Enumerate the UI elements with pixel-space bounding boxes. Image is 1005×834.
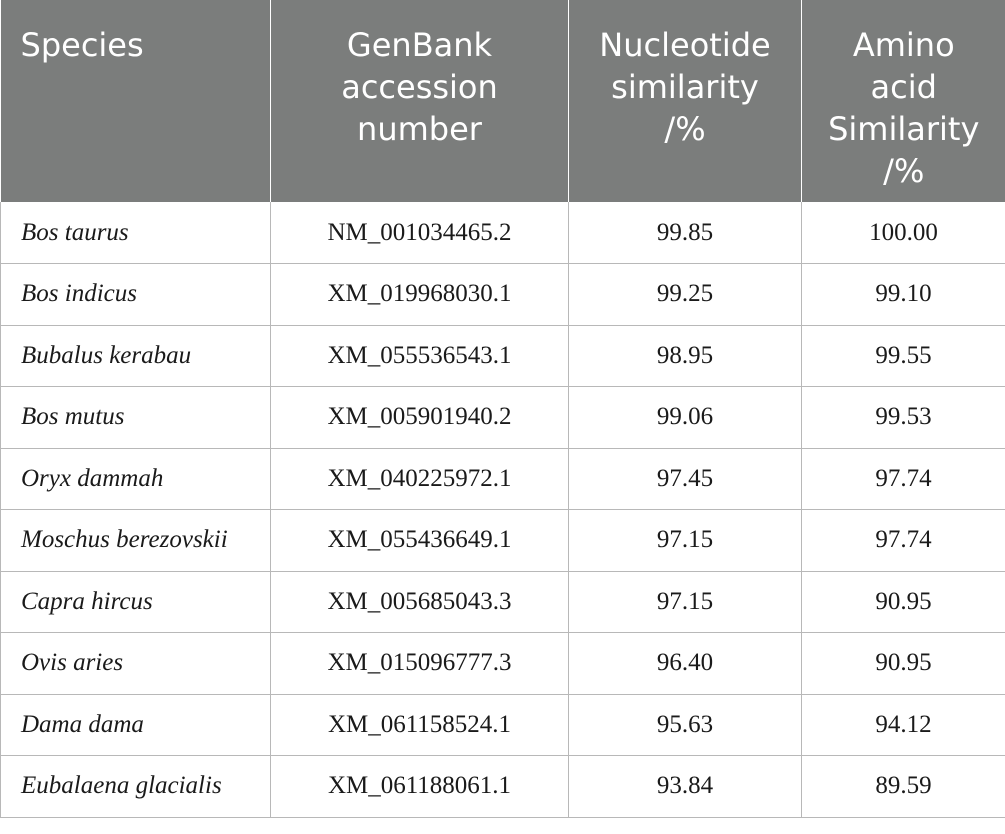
cell-amino: 97.74 (802, 510, 1005, 572)
cell-species: Ovis aries (1, 633, 271, 695)
cell-amino: 90.95 (802, 633, 1005, 695)
cell-species: Bubalus kerabau (1, 325, 271, 387)
cell-nucleotide: 95.63 (569, 694, 802, 756)
cell-nucleotide: 97.15 (569, 510, 802, 572)
cell-amino: 99.53 (802, 387, 1005, 449)
header-species (1, 0, 271, 202)
cell-nucleotide: 99.85 (569, 202, 802, 264)
cell-nucleotide: 93.84 (569, 756, 802, 818)
header-line: Similarity (828, 110, 980, 148)
table-row (1, 756, 1005, 818)
cell-amino: 89.59 (802, 756, 1005, 818)
cell-species: Dama dama (1, 694, 271, 756)
cell-accession: XM_040225972.1 (271, 448, 569, 510)
cell-accession: XM_005685043.3 (271, 571, 569, 633)
cell-accession: XM_005901940.2 (271, 387, 569, 449)
header-line: /% (883, 152, 925, 190)
header-line: number (357, 110, 482, 148)
table-row (1, 510, 1005, 572)
header-line: acid (870, 68, 937, 106)
table-row (1, 448, 1005, 510)
cell-amino: 90.95 (802, 571, 1005, 633)
cell-species: Bos taurus (1, 202, 271, 264)
table-row (1, 325, 1005, 387)
cell-species: Bos indicus (1, 264, 271, 326)
cell-accession: XM_055536543.1 (271, 325, 569, 387)
header-amino (802, 0, 1005, 202)
header-line: accession (341, 68, 498, 106)
cell-species: Oryx dammah (1, 448, 271, 510)
cell-nucleotide: 97.45 (569, 448, 802, 510)
header-row (1, 0, 1005, 202)
cell-accession: XM_019968030.1 (271, 264, 569, 326)
cell-accession: NM_001034465.2 (271, 202, 569, 264)
header-nucleotide (569, 0, 802, 202)
header-accession (271, 0, 569, 202)
cell-species: Bos mutus (1, 387, 271, 449)
header-line: Amino (852, 26, 955, 64)
table-row (1, 633, 1005, 695)
cell-accession: XM_015096777.3 (271, 633, 569, 695)
cell-species: Eubalaena glacialis (1, 756, 271, 818)
cell-nucleotide: 99.06 (569, 387, 802, 449)
cell-nucleotide: 96.40 (569, 633, 802, 695)
table-row (1, 202, 1005, 264)
header-line: Species (20, 26, 144, 64)
table-row (1, 387, 1005, 449)
table-row (1, 571, 1005, 633)
cell-amino: 100.00 (802, 202, 1005, 264)
cell-amino: 97.74 (802, 448, 1005, 510)
cell-amino: 99.55 (802, 325, 1005, 387)
header-line: similarity (611, 68, 759, 106)
cell-nucleotide: 98.95 (569, 325, 802, 387)
table-row (1, 264, 1005, 326)
cell-nucleotide: 97.15 (569, 571, 802, 633)
cell-accession: XM_061188061.1 (271, 756, 569, 818)
header-line: GenBank (346, 26, 493, 64)
table-row (1, 694, 1005, 756)
cell-accession: XM_055436649.1 (271, 510, 569, 572)
cell-amino: 94.12 (802, 694, 1005, 756)
table-body (1, 202, 1005, 817)
cell-species: Capra hircus (1, 571, 271, 633)
cell-accession: XM_061158524.1 (271, 694, 569, 756)
table-header (1, 0, 1005, 202)
header-line: Nucleotide (599, 26, 771, 64)
cell-nucleotide: 99.25 (569, 264, 802, 326)
cell-amino: 99.10 (802, 264, 1005, 326)
cell-species: Moschus berezovskii (1, 510, 271, 572)
header-line: /% (664, 110, 706, 148)
